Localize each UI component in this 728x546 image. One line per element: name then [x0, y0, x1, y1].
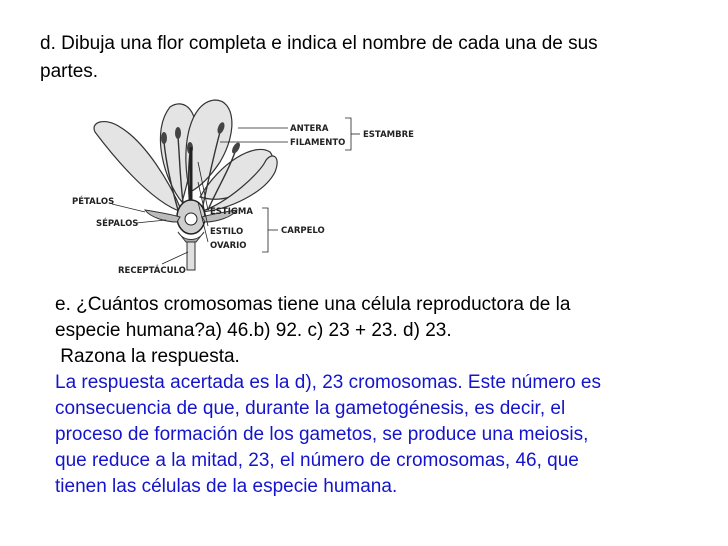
question-e-line-3: Razona la respuesta.	[55, 346, 240, 367]
question-e-line-2: especie humana?a) 46.b) 92. c) 23 + 23. d) 23.	[55, 320, 452, 341]
stem	[187, 242, 195, 270]
question-e-line-1: e. ¿Cuántos cromosomas tiene una célula reproductora de la	[55, 294, 571, 315]
answer-line-4: que reduce a la mitad, 23, el número de cromosomas, 46, que	[55, 450, 579, 471]
answer-line-3: proceso de formación de los gametos, se produce una meiosis,	[55, 424, 589, 445]
question-d-line-1: d. Dibuja una flor completa e indica el nombre de cada una de sus	[40, 33, 598, 54]
question-d-line-2: partes.	[40, 61, 99, 82]
label-estilo: ESTILO	[210, 227, 244, 237]
label-estambre: ESTAMBRE	[363, 130, 414, 140]
answer-line-2: consecuencia de que, durante la gametogénesis, es decir, el	[55, 398, 566, 419]
label-sepalos: SÉPALOS	[96, 219, 139, 229]
answer-line-1: La respuesta acertada es la d), 23 cromosomas. Este número es	[55, 372, 601, 393]
label-receptaculo: RECEPTÁCULO	[118, 266, 186, 276]
label-antera: ANTERA	[290, 124, 329, 134]
answer-line-5: tienen las células de la especie humana.	[55, 476, 398, 497]
flower-diagram	[70, 92, 420, 282]
label-carpelo: CARPELO	[281, 226, 325, 236]
label-filamento: FILAMENTO	[290, 138, 346, 148]
label-petalos: PÉTALOS	[72, 197, 115, 207]
label-estigma: ESTIGMA	[210, 207, 253, 217]
question-e	[55, 292, 695, 500]
label-ovario: OVARIO	[210, 241, 247, 251]
flower-illustration	[70, 92, 420, 282]
question-d	[40, 30, 700, 86]
answer-text	[55, 370, 695, 500]
